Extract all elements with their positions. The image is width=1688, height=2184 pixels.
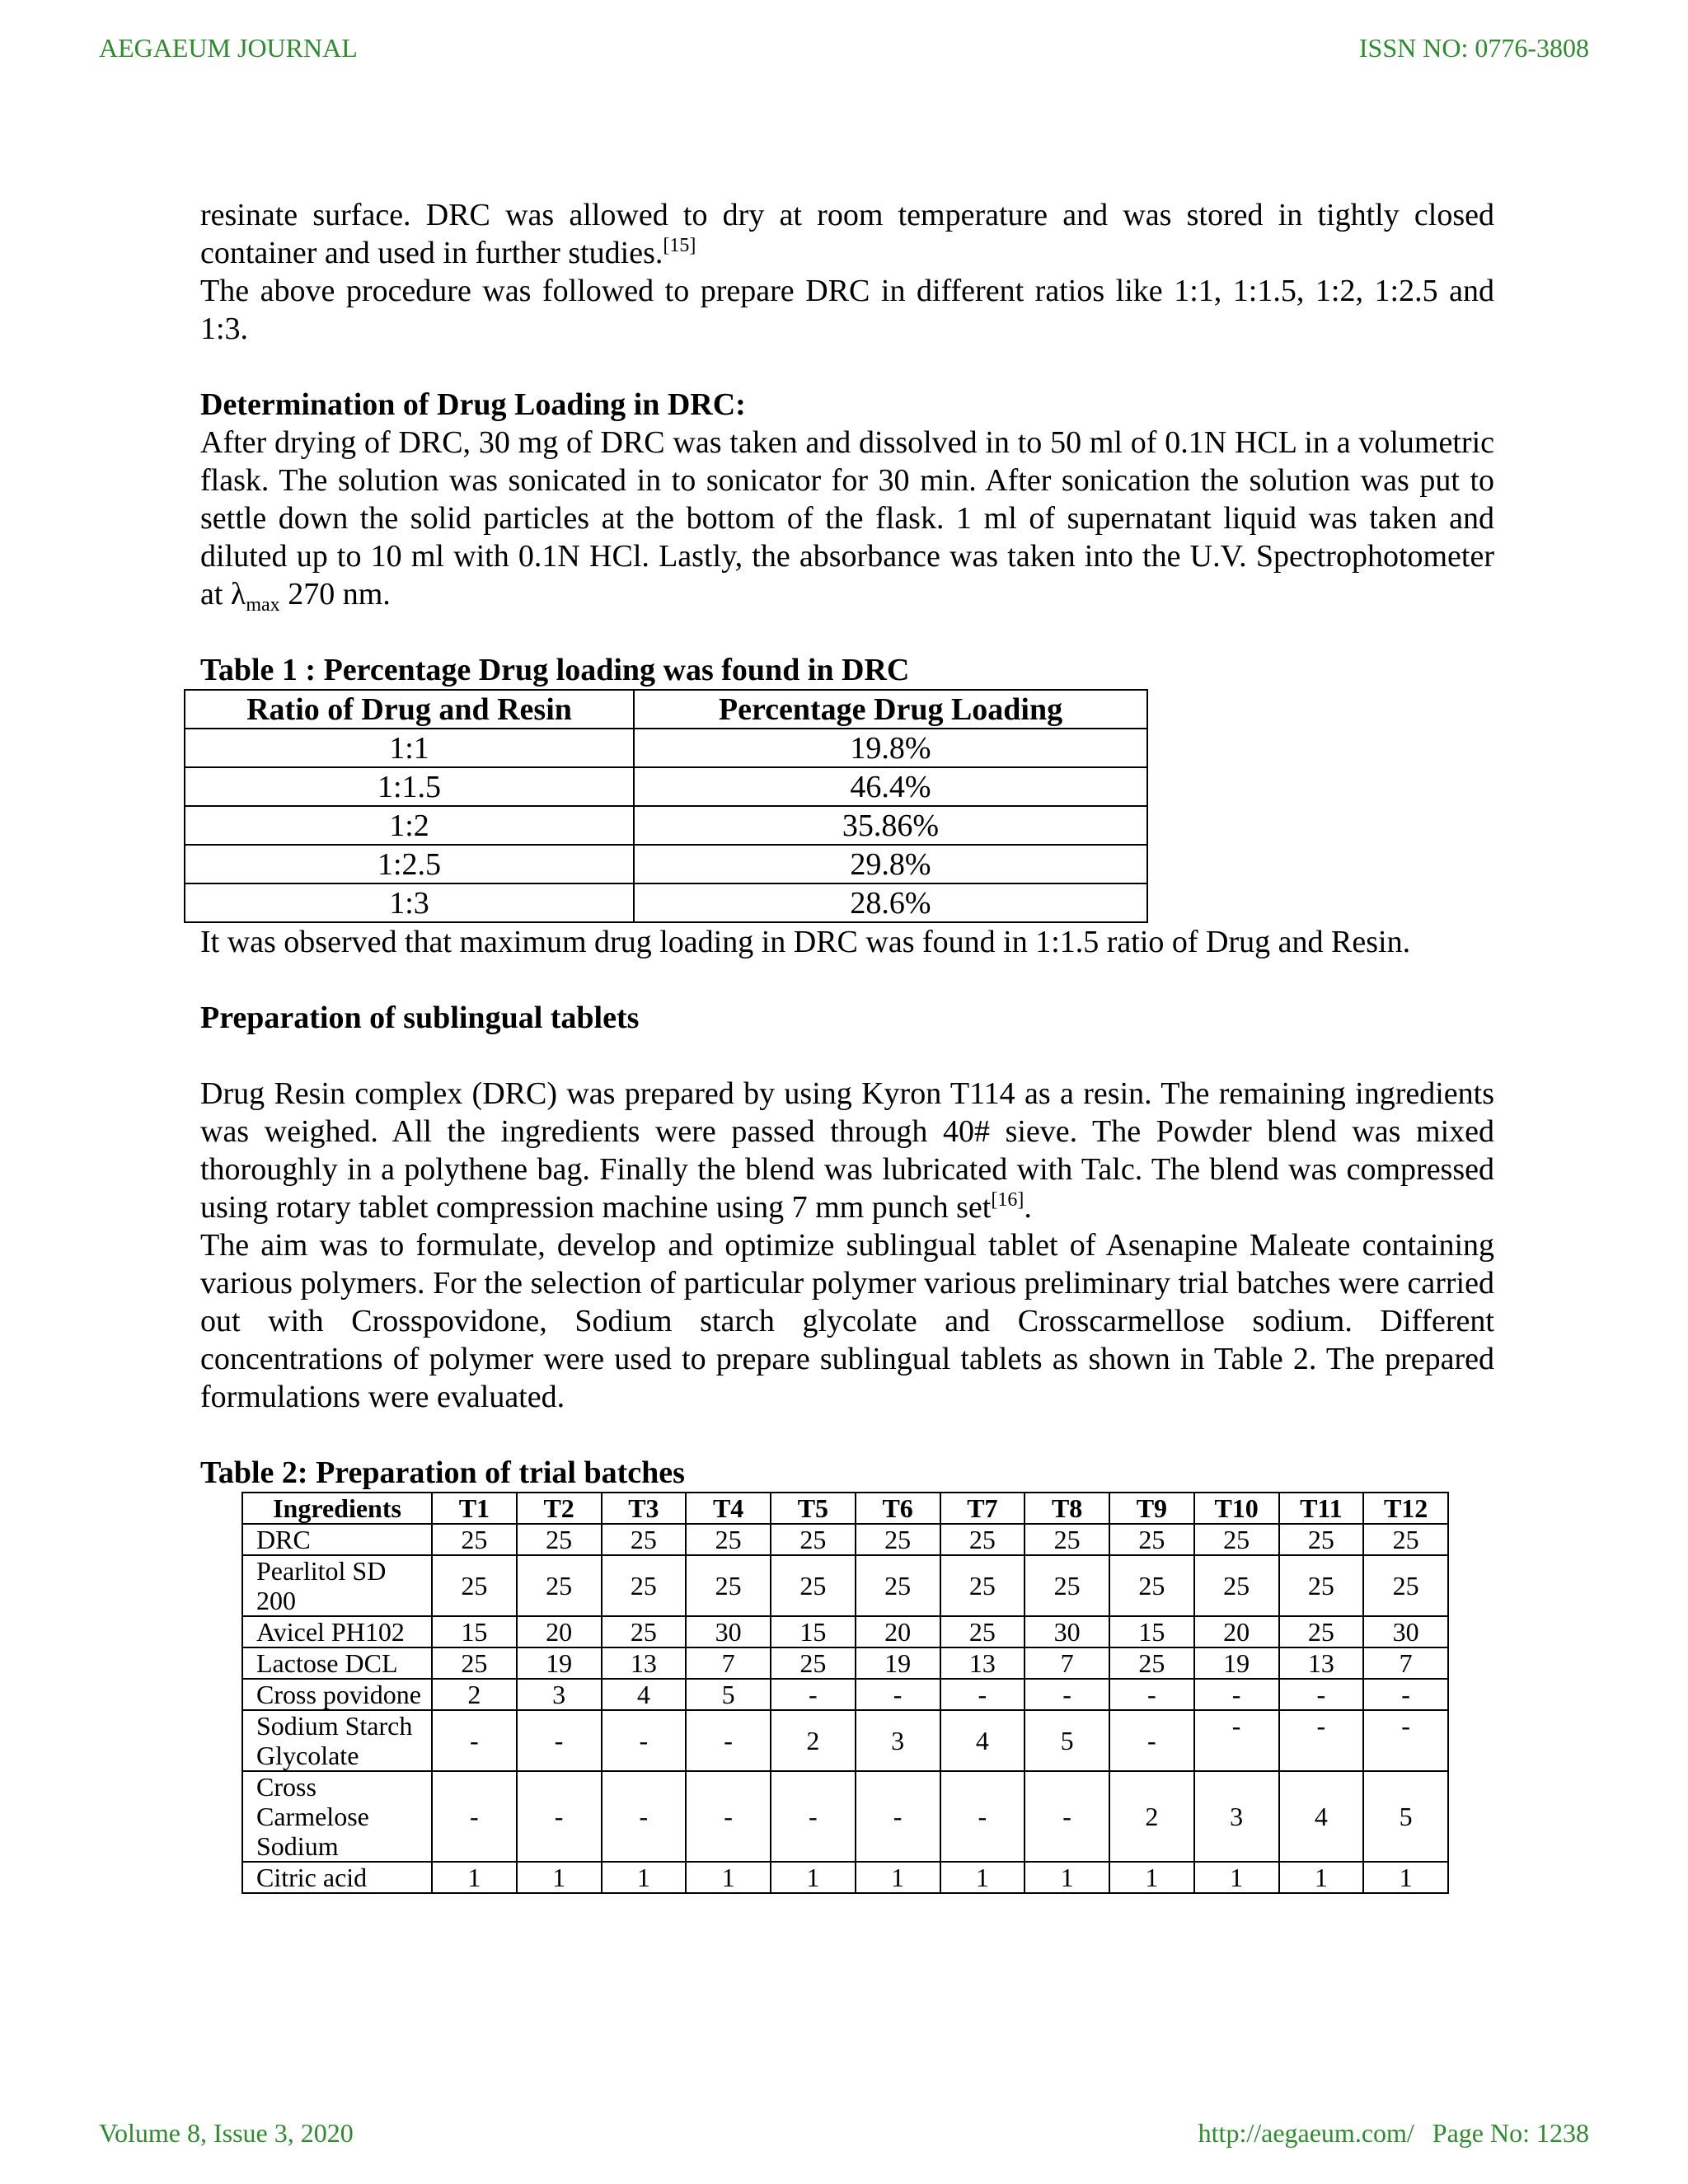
quantity-cell: 15 [1109, 1616, 1194, 1647]
quantity-cell: - [686, 1710, 771, 1771]
quantity-cell: 13 [1279, 1647, 1364, 1679]
quantity-cell: 25 [940, 1524, 1025, 1555]
quantity-cell: 3 [517, 1679, 602, 1710]
quantity-cell: - [1025, 1679, 1109, 1710]
quantity-cell: 25 [602, 1524, 687, 1555]
quantity-cell: 25 [1279, 1616, 1364, 1647]
quantity-cell: 13 [602, 1647, 687, 1679]
loading-cell: 46.4% [634, 767, 1147, 806]
quantity-cell: - [517, 1710, 602, 1771]
quantity-cell: - [771, 1771, 856, 1862]
quantity-cell: 19 [856, 1647, 940, 1679]
quantity-cell: - [686, 1771, 771, 1862]
quantity-cell: 7 [1025, 1647, 1109, 1679]
table1-header-ratio: Ratio of Drug and Resin [185, 690, 634, 729]
ingredient-name: Lactose DCL [242, 1647, 432, 1679]
quantity-cell: 25 [856, 1524, 940, 1555]
quantity-cell: 1 [1194, 1862, 1279, 1893]
quantity-cell: 25 [517, 1524, 602, 1555]
quantity-cell: 1 [1025, 1862, 1109, 1893]
quantity-cell: 25 [1363, 1555, 1448, 1616]
quantity-cell: 25 [432, 1524, 517, 1555]
quantity-cell: 1 [1109, 1862, 1194, 1893]
table-row [185, 883, 1147, 922]
quantity-cell: - [1279, 1679, 1364, 1710]
quantity-cell: 25 [1109, 1524, 1194, 1555]
table-row [242, 1555, 1448, 1616]
quantity-cell: 4 [940, 1710, 1025, 1771]
heading-preparation: Preparation of sublingual tablets [200, 1001, 640, 1035]
quantity-cell: 13 [940, 1647, 1025, 1679]
quantity-cell: 1 [940, 1862, 1025, 1893]
quantity-cell: 25 [432, 1555, 517, 1616]
quantity-cell: 25 [1109, 1647, 1194, 1679]
quantity-cell: - [432, 1771, 517, 1862]
volume-issue: Volume 8, Issue 3, 2020 [99, 2118, 354, 2148]
quantity-cell: - [1025, 1771, 1109, 1862]
paragraph-2: The above procedure was followed to prepare DRC in different ratios like 1:1, 1:1.5, 1:2, 1:2.5 and 1:3. [200, 274, 1494, 346]
footer-right [1198, 2118, 1589, 2149]
journal-name: AEGAEUM JOURNAL [99, 33, 358, 63]
ingredient-name: Pearlitol SD 200 [242, 1555, 432, 1616]
quantity-cell: 30 [1363, 1616, 1448, 1647]
quantity-cell: 25 [602, 1616, 687, 1647]
quantity-cell: 20 [517, 1616, 602, 1647]
quantity-cell: 1 [856, 1862, 940, 1893]
ratio-cell: 1:1.5 [185, 767, 634, 806]
citation-15[interactable]: [15] [663, 235, 696, 256]
table-row [242, 1771, 1448, 1862]
quantity-cell: - [432, 1710, 517, 1771]
quantity-cell: - [1109, 1710, 1194, 1771]
ingredient-name: Cross Carmelose Sodium [242, 1771, 432, 1862]
loading-cell: 19.8% [634, 729, 1147, 767]
table2-caption: Table 2: Preparation of trial batches [200, 1455, 685, 1490]
quantity-cell: 15 [771, 1616, 856, 1647]
quantity-cell: 25 [686, 1524, 771, 1555]
quantity-cell: 4 [602, 1679, 687, 1710]
ratio-cell: 1:1 [185, 729, 634, 767]
quantity-cell: - [1279, 1710, 1364, 1771]
quantity-cell: - [517, 1771, 602, 1862]
quantity-cell: 25 [517, 1555, 602, 1616]
quantity-cell: 20 [856, 1616, 940, 1647]
table-row [242, 1679, 1448, 1710]
table-row [185, 806, 1147, 845]
table-row [242, 1647, 1448, 1679]
loading-cell: 29.8% [634, 845, 1147, 883]
quantity-cell: - [1109, 1679, 1194, 1710]
paragraph-1: resinate surface. DRC was allowed to dry at room temperature and was stored in tightly closed container and used in further studies.[15] [200, 198, 1494, 270]
table2-header-t3: T3 [602, 1493, 687, 1524]
quantity-cell: 15 [432, 1616, 517, 1647]
quantity-cell: 2 [432, 1679, 517, 1710]
table-row [242, 1862, 1448, 1893]
ratio-cell: 1:2.5 [185, 845, 634, 883]
quantity-cell: 4 [1279, 1771, 1364, 1862]
paragraph-6: The aim was to formulate, develop and optimize sublingual tablet of Asenapine Maleate containing various polymers. For the selection of particular polymer various preliminary trial batches were carried out with Crosspovidone, Sodium starch glycolate and Crosscarmellose sodium. Different concentrations of polymer were used to prepare sublingual tablets as shown in Table 2. The prepared formulations were evaluated. [200, 1228, 1494, 1414]
quantity-cell: 25 [1025, 1524, 1109, 1555]
table2-header-t6: T6 [856, 1493, 940, 1524]
quantity-cell: 5 [686, 1679, 771, 1710]
table-row [185, 729, 1147, 767]
quantity-cell: 1 [1279, 1862, 1364, 1893]
quantity-cell: 3 [1194, 1771, 1279, 1862]
quantity-cell: - [940, 1679, 1025, 1710]
quantity-cell: 5 [1025, 1710, 1109, 1771]
table2-header-t9: T9 [1109, 1493, 1194, 1524]
quantity-cell: 25 [686, 1555, 771, 1616]
quantity-cell: 25 [856, 1555, 940, 1616]
quantity-cell: 19 [1194, 1647, 1279, 1679]
page-number: Page No: 1238 [1432, 2118, 1589, 2148]
loading-cell: 28.6% [634, 883, 1147, 922]
quantity-cell: 25 [940, 1555, 1025, 1616]
quantity-cell: 19 [517, 1647, 602, 1679]
table-row [242, 1524, 1448, 1555]
table2-header-t5: T5 [771, 1493, 856, 1524]
quantity-cell: 7 [1363, 1647, 1448, 1679]
quantity-cell: 25 [602, 1555, 687, 1616]
table2-header-t2: T2 [517, 1493, 602, 1524]
quantity-cell: 25 [432, 1647, 517, 1679]
page-body [200, 196, 1494, 1894]
quantity-cell: 1 [1363, 1862, 1448, 1893]
quantity-cell: - [771, 1679, 856, 1710]
quantity-cell: 25 [1279, 1555, 1364, 1616]
quantity-cell: 1 [602, 1862, 687, 1893]
quantity-cell: 2 [771, 1710, 856, 1771]
table2-header-t7: T7 [940, 1493, 1025, 1524]
quantity-cell: - [1194, 1710, 1279, 1771]
ingredient-name: Sodium Starch Glycolate [242, 1710, 432, 1771]
quantity-cell: 25 [940, 1616, 1025, 1647]
quantity-cell: 2 [1109, 1771, 1194, 1862]
quantity-cell: - [856, 1679, 940, 1710]
quantity-cell: 3 [856, 1710, 940, 1771]
table2 [241, 1492, 1449, 1894]
table2-header-t4: T4 [686, 1493, 771, 1524]
quantity-cell: 25 [1279, 1524, 1364, 1555]
quantity-cell: 30 [1025, 1616, 1109, 1647]
table1 [184, 689, 1148, 923]
journal-url[interactable]: http://aegaeum.com/ [1198, 2118, 1414, 2148]
quantity-cell: 5 [1363, 1771, 1448, 1862]
quantity-cell: - [1363, 1710, 1448, 1771]
quantity-cell: 25 [1109, 1555, 1194, 1616]
heading-drug-loading: Determination of Drug Loading in DRC: [200, 387, 746, 422]
quantity-cell: 30 [686, 1616, 771, 1647]
quantity-cell: 25 [1025, 1555, 1109, 1616]
table2-header-ingredients: Ingredients [242, 1493, 432, 1524]
table2-header-row [242, 1493, 1448, 1524]
ingredient-name: Citric acid [242, 1862, 432, 1893]
quantity-cell: - [856, 1771, 940, 1862]
paragraph-4: It was observed that maximum drug loading in DRC was found in 1:1.5 ratio of Drug and Resin. [200, 925, 1411, 959]
table2-header-t1: T1 [432, 1493, 517, 1524]
ratio-cell: 1:2 [185, 806, 634, 845]
table-row [185, 767, 1147, 806]
table-row [242, 1710, 1448, 1771]
quantity-cell: 20 [1194, 1616, 1279, 1647]
ingredient-name: DRC [242, 1524, 432, 1555]
quantity-cell: 25 [771, 1555, 856, 1616]
table1-caption: Table 1 : Percentage Drug loading was found in DRC [200, 653, 910, 687]
table-row [185, 845, 1147, 883]
issn-number: ISSN NO: 0776-3808 [1358, 33, 1589, 63]
quantity-cell: 1 [771, 1862, 856, 1893]
quantity-cell: 1 [686, 1862, 771, 1893]
ingredient-name: Avicel PH102 [242, 1616, 432, 1647]
citation-16[interactable]: [16] [991, 1189, 1025, 1211]
table2-header-t12: T12 [1363, 1493, 1448, 1524]
quantity-cell: 25 [1194, 1524, 1279, 1555]
quantity-cell: 1 [517, 1862, 602, 1893]
quantity-cell: 25 [1363, 1524, 1448, 1555]
quantity-cell: - [602, 1771, 687, 1862]
quantity-cell: - [940, 1771, 1025, 1862]
paragraph-3: After drying of DRC, 30 mg of DRC was taken and dissolved in to 50 ml of 0.1N HCL in a volumetric flask. The solution was sonicated in to sonicator for 30 min. After sonication the solution was put to settle down the solid particles at the bottom of the flask. 1 ml of supernatant liquid was taken and diluted up to 10 ml with 0.1N HCl. Lastly, the absorbance was taken into the U.V. Spectrophotometer at $\lambda_{max}$ 270 nm. [200, 425, 1494, 616]
table2-header-t10: T10 [1194, 1493, 1279, 1524]
table2-header-t8: T8 [1025, 1493, 1109, 1524]
ratio-cell: 1:3 [185, 883, 634, 922]
loading-cell: 35.86% [634, 806, 1147, 845]
table2-header-t11: T11 [1279, 1493, 1364, 1524]
quantity-cell: - [1194, 1679, 1279, 1710]
quantity-cell: - [1363, 1679, 1448, 1710]
ingredient-name: Cross povidone [242, 1679, 432, 1710]
table-row [242, 1616, 1448, 1647]
quantity-cell: 1 [432, 1862, 517, 1893]
quantity-cell: 25 [771, 1524, 856, 1555]
table1-header-row [185, 690, 1147, 729]
quantity-cell: 7 [686, 1647, 771, 1679]
table1-header-loading: Percentage Drug Loading [634, 690, 1147, 729]
paragraph-5: Drug Resin complex (DRC) was prepared by using Kyron T114 as a resin. The remaining ingredients was weighed. All the ingredients were passed through 40# sieve. The Powder blend was mixed thoroughly in a polythene bag. Finally the blend was lubricated with Talc. The blend was compressed using rotary tablet compression machine using 7 mm punch set[16]. [200, 1076, 1494, 1225]
quantity-cell: - [602, 1710, 687, 1771]
quantity-cell: 25 [1194, 1555, 1279, 1616]
quantity-cell: 25 [771, 1647, 856, 1679]
